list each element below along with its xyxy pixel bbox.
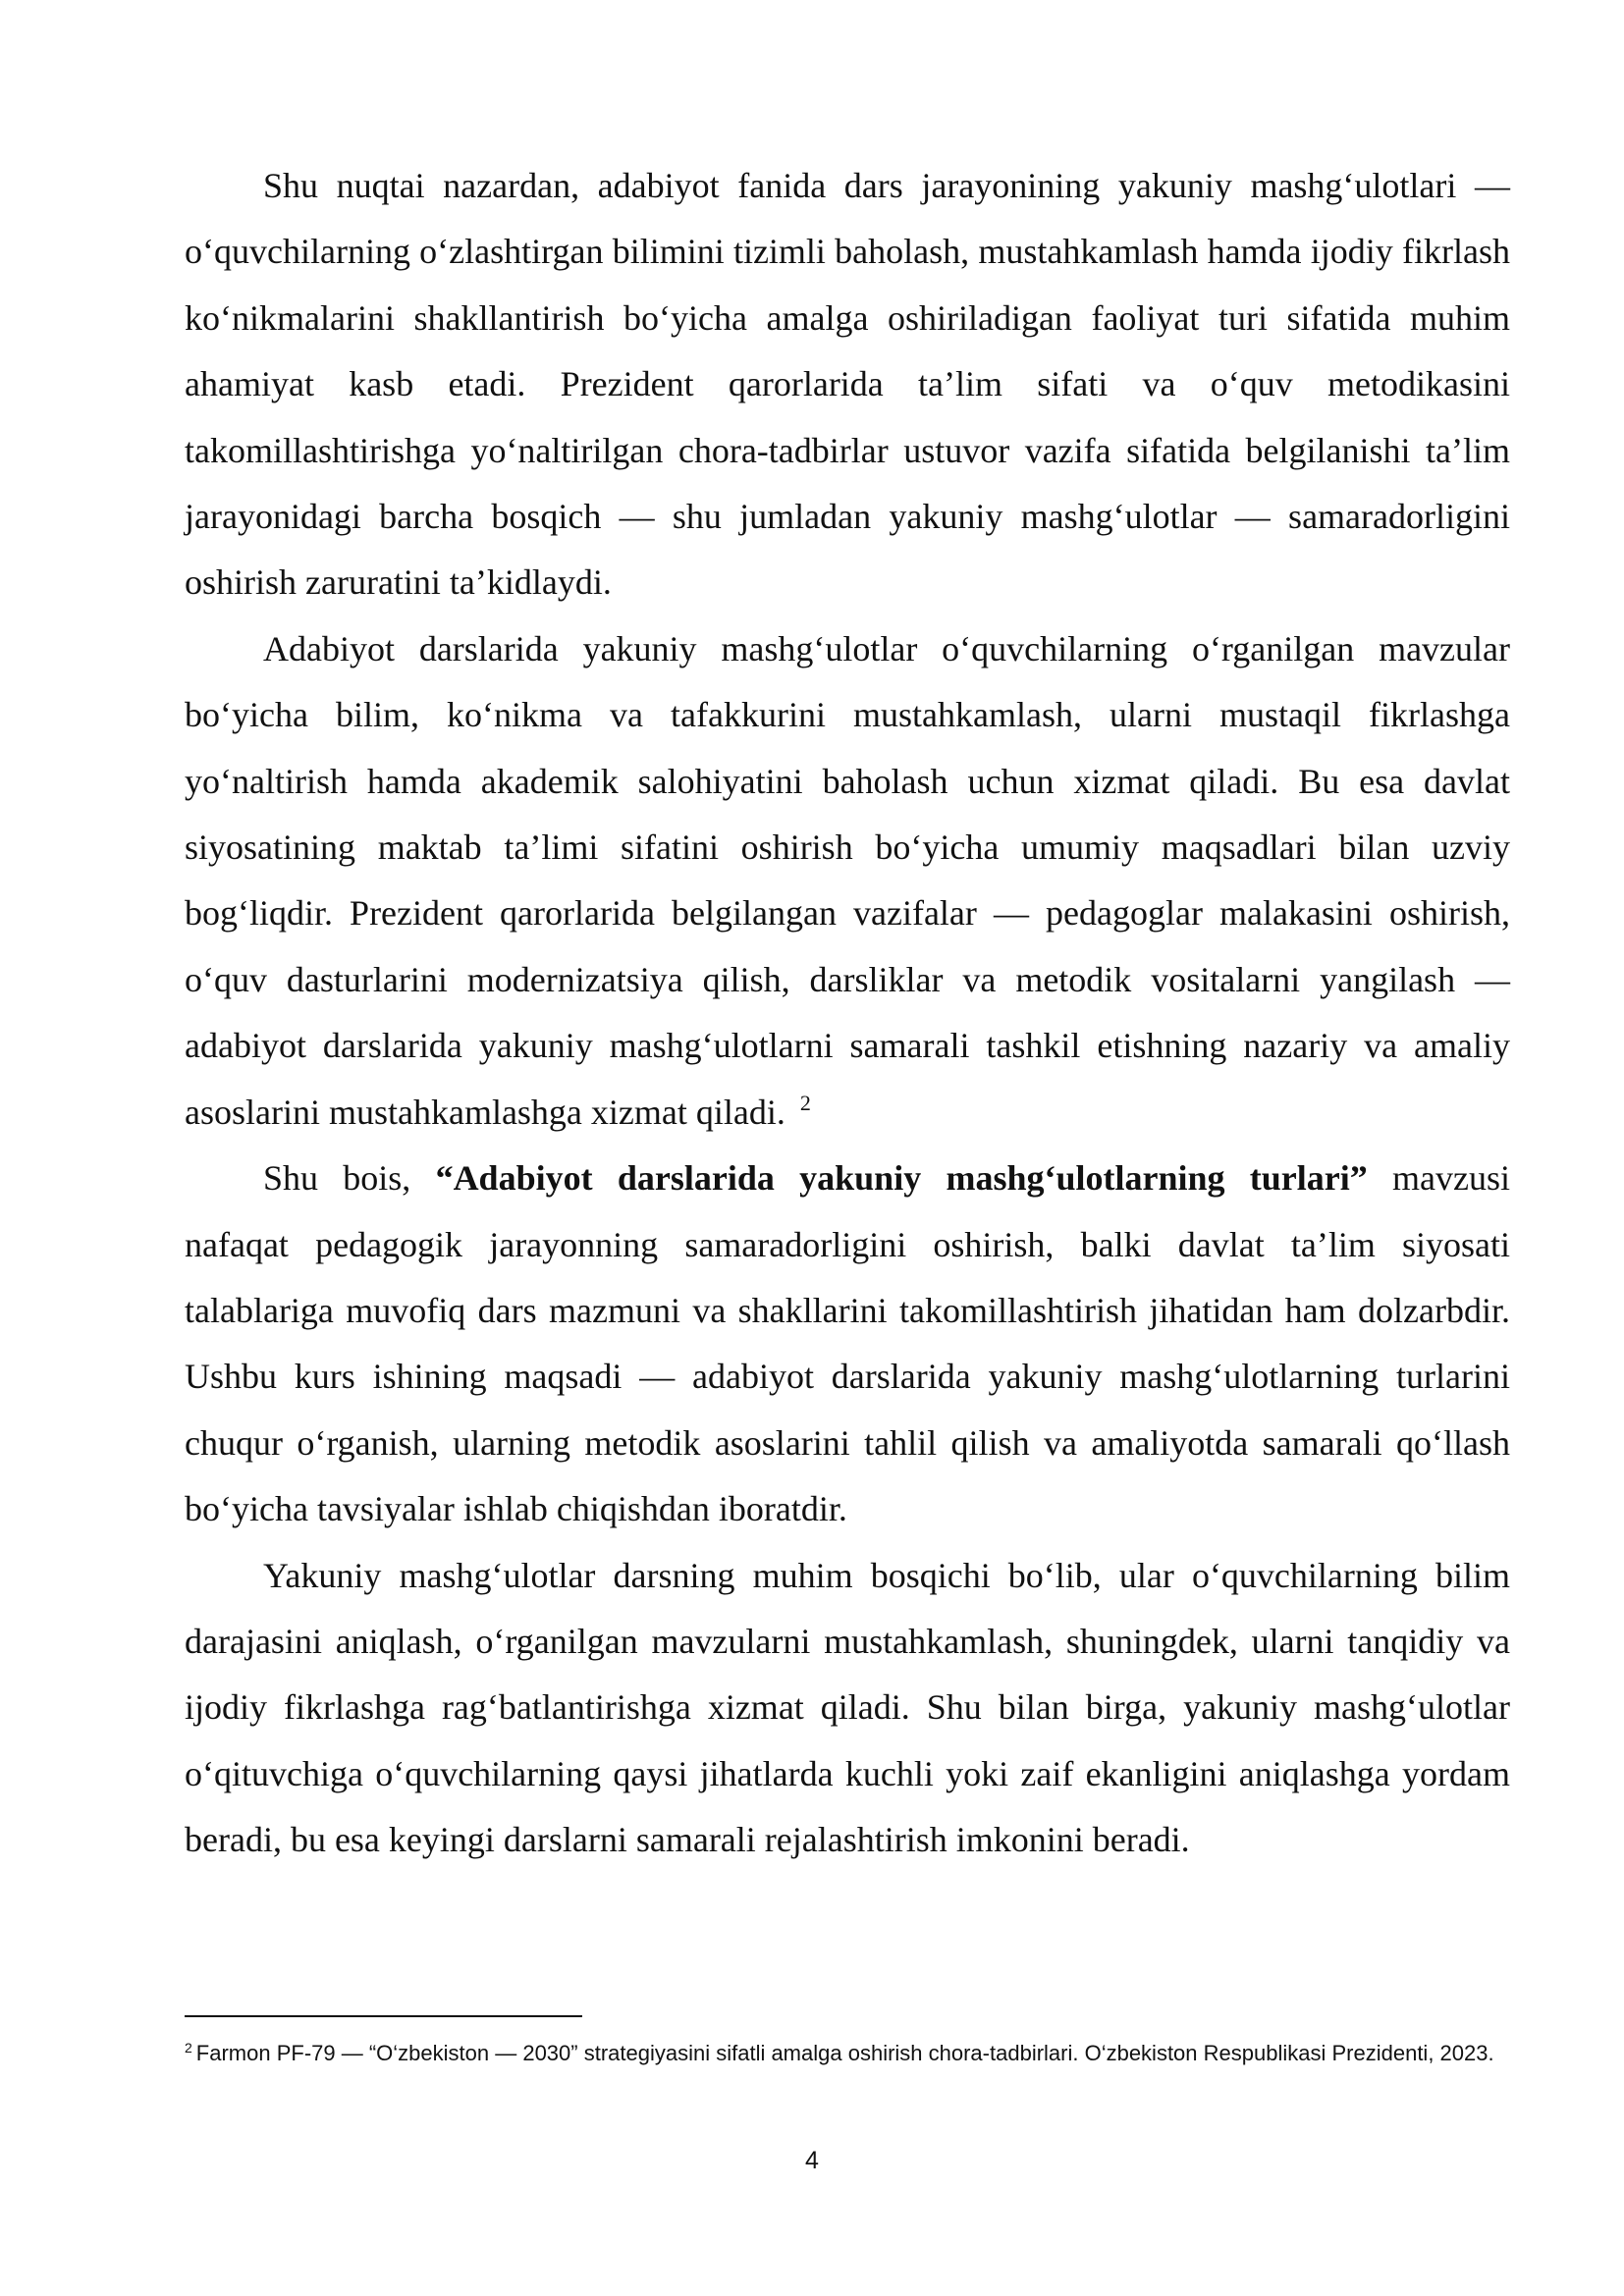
footnote-separator	[185, 2015, 582, 2017]
footnote-reference[interactable]: 2	[799, 1090, 811, 1115]
paragraph-4-text: Yakuniy mashg‘ulotlar darsning muhim bosqichi bo‘lib, ular o‘quvchilarning bilim darajasini aniqlash, o‘rganilgan mavzularni mustahkamlash, shuningdek, ularni tanqidiy va ijodiy fikrlashga rag‘batlantirishga xizmat qiladi. Shu bilan birga, yakuniy mashg‘ulotlar o‘qituvchiga o‘quvchilarning qaysi jihatlarda kuchli yoki zaif ekanligini aniqlashga yordam beradi, bu esa keyingi darslarni samarali rejalashtirish imkonini beradi.	[185, 1555, 1510, 1860]
paragraph-1-text: Shu nuqtai nazardan, adabiyot fanida dars jarayonining yakuniy mashg‘ulotlari — o‘quvchilarning o‘zlashtirgan bilimini tizimli baholash, mustahkamlash hamda ijodiy fikrlash ko‘nikmalarini shakllantirish bo‘yicha amalga oshiriladigan faoliyat turi sifatida muhim ahamiyat kasb etadi. Prezident qarorlarida ta’lim sifati va o‘quv metodikasini takomillashtirishga yo‘naltirilgan chora-tadbirlar ustuvor vazifa sifatida belgilanishi ta’lim jarayonidagi barcha bosqich — shu jumladan yakuniy mashg‘ulotlar — samaradorligini oshirish zaruratini ta’kidlaydi.	[185, 166, 1510, 603]
paragraph-3-text: mavzusi nafaqat pedagogik jarayonning samaradorligini oshirish, balki davlat ta’lim siyosati talablariga muvofiq dars mazmuni va shakllarini takomillashtirish jihatidan ham dolzarbdir. Ushbu kurs ishining maqsadi — adabiyot darslarida yakuniy mashg‘ulotlarning turlarini chuqur o‘rganish, ularning metodik asoslarini tahlil qilish va amaliyotda samarali qo‘llash bo‘yicha tavsiyalar ishlab chiqishdan iboratdir.	[185, 1158, 1510, 1529]
paragraph-3	[185, 1146, 1510, 1542]
paragraph-2-text: Adabiyot darslarida yakuniy mashg‘ulotlar o‘quvchilarning o‘rganilgan mavzular bo‘yicha bilim, ko‘nikma va tafakkurini mustahkamlash, ularni mustaqil fikrlashga yo‘naltirish hamda akademik salohiyatini baholash uchun xizmat qiladi. Bu esa davlat siyosatining maktab ta’limi sifatini oshirish bo‘yicha umumiy maqsadlari bilan uzviy bog‘liqdir. Prezident qarorlarida belgilangan vazifalar — pedagoglar malakasini oshirish, o‘quv dasturlarini modernizatsiya qilish, darsliklar va metodik vositalarni yangilash — adabiyot darslarida yakuniy mashg‘ulotlarni samarali tashkil etishning nazariy va amaliy asoslarini mustahkamlashga xizmat qiladi.	[185, 628, 1510, 1132]
footnote-number: 2	[185, 2040, 192, 2056]
page-number: 4	[805, 2147, 819, 2174]
paragraph-2	[185, 616, 1510, 1146]
body-text	[185, 153, 1510, 1874]
course-topic-title: “Adabiyot darslarida yakuniy mashg‘ulotlarning turlari”	[435, 1158, 1368, 1199]
paragraph-1	[185, 153, 1510, 616]
footnote	[185, 2037, 1510, 2070]
paragraph-3-lead: Shu bois,	[263, 1158, 436, 1199]
footnote-text: Farmon PF-79 — “O‘zbekiston — 2030” strategiyasini sifatli amalga oshirish chora-tadbirlari. O‘zbekiston Respublikasi Prezidenti, 2023.	[195, 2041, 1494, 2065]
paragraph-4	[185, 1543, 1510, 1874]
